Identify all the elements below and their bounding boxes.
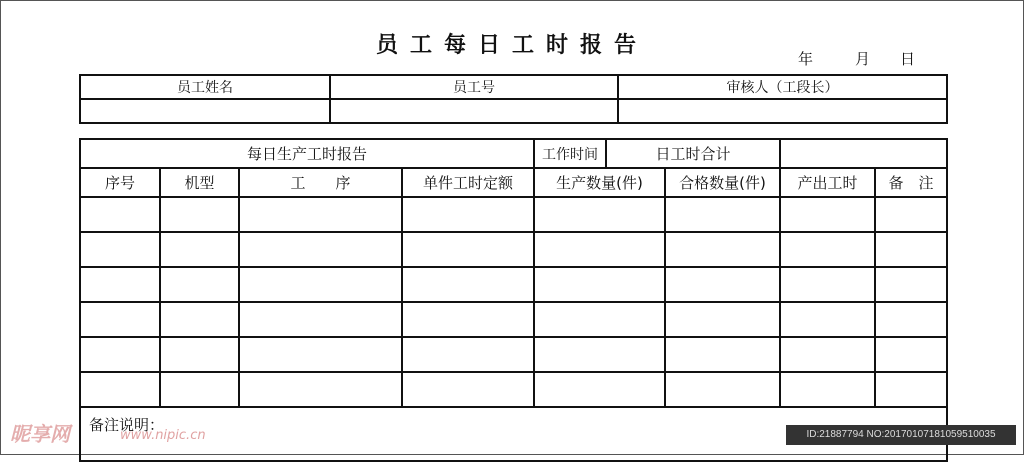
notes-label: 备注说明： [89, 416, 165, 434]
col-seq: 序号 [80, 168, 160, 197]
reviewer-cell[interactable] [618, 99, 947, 123]
daily-total-cell[interactable] [780, 139, 947, 168]
employee-info-table [79, 74, 948, 124]
employee-id-cell[interactable] [330, 99, 618, 123]
table-row [80, 232, 947, 267]
daily-total-label: 日工时合计 [606, 139, 780, 168]
employee-name-header: 员工姓名 [80, 75, 330, 99]
watermark-url: www.nipic.cn [120, 428, 206, 443]
table-row [80, 302, 947, 337]
col-qualified-qty: 合格数量(件) [665, 168, 780, 197]
date-day: 日 [900, 50, 916, 68]
col-model: 机型 [160, 168, 239, 197]
table-row [80, 197, 947, 232]
table-row [80, 372, 947, 407]
form-title: 员工每日工时报告 [375, 32, 648, 58]
daily-report-table [79, 138, 948, 462]
col-unit-quota: 单件工时定额 [402, 168, 534, 197]
section-title: 每日生产工时报告 [80, 139, 534, 168]
image-id-bar: ID:21887794 NO:20170107181059510035 [786, 425, 1016, 445]
work-time-label: 工作时间 [534, 139, 606, 168]
employee-id-header: 员工号 [330, 75, 618, 99]
date-year: 年 [798, 50, 814, 68]
col-production-qty: 生产数量(件) [534, 168, 665, 197]
table-row [80, 267, 947, 302]
col-remarks: 备 注 [875, 168, 947, 197]
col-process: 工 序 [239, 168, 402, 197]
reviewer-header: 审核人（工段长） [618, 75, 947, 99]
watermark-logo: 昵享网 [10, 422, 70, 446]
employee-name-cell[interactable] [80, 99, 330, 123]
date-month: 月 [855, 50, 871, 68]
col-output-hours: 产出工时 [780, 168, 875, 197]
table-row [80, 337, 947, 372]
